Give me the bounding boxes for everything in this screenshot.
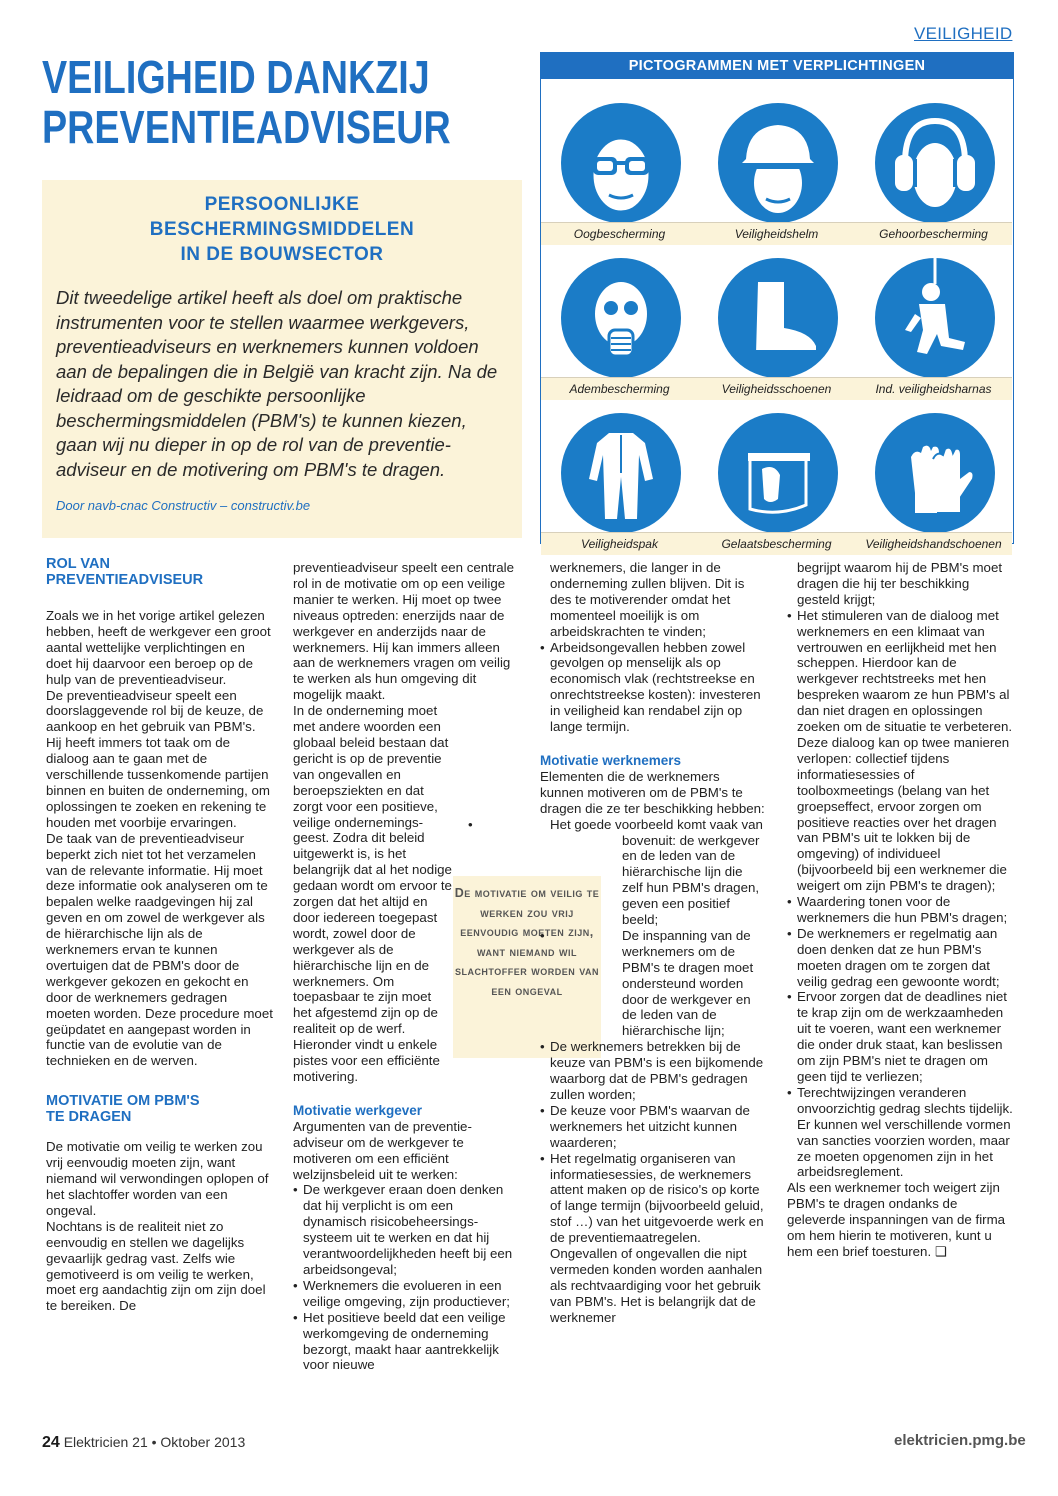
list-item: • Arbeidsongevallen hebben zowel gevolgen op menselijk als op economisch vlak (rechtstreekse en onrechtstreekse kosten): investeren in veiligheid kan rendabel zijn op lange termijn. [540, 640, 766, 735]
page-title-line-1: VEILIGHEID DANKZIJ [42, 51, 430, 103]
pictogram-respiratory [541, 250, 698, 405]
paragraph: werknemers, die langer in de onderneming zullen blijven. Dit is des te motiverender omdat het momenteel moeilijk is om arbeidskrachten te vinden; [550, 560, 745, 639]
face-shield-icon [718, 413, 838, 533]
pictogram-panel-title: PICTOGRAMMEN MET VERPLICHTINGEN [541, 53, 1013, 79]
pictogram-gloves [855, 405, 1012, 560]
bullet-list [540, 817, 766, 1326]
paragraph: preventieadviseur speelt een centrale rol in de motivatie om op een veilige manier te werken. Hij moet op twee niveaus optreden: enerzijds naar de werkgever en anderzijds naar de werknemers. Hij kan immers alleen aan de werknemers vragen om veilig te werken als hun omgeving dit mogelijk maakt. [293, 560, 515, 703]
page-title [42, 52, 452, 152]
list-item: • Ervoor zorgen dat de deadlines niet te krap zijn om de werkzaamheden uit te voeren, want een werknemer die onder druk staat, kan beslissen om zijn PBM's niet te dragen om geen tijd te verliezen; [787, 989, 1013, 1084]
list-item: • Terechtwijzingen veranderen onvoorzichtig gedrag slechts tijdelijk. Er kunnen wel verschillende vormen van sancties voorzien worden, maar ze moeten opgenomen zijn in het arbeidsreglement. [787, 1085, 1013, 1180]
pictogram-caption: Adembescherming [541, 377, 698, 400]
earmuffs-icon [875, 103, 995, 223]
pictogram-row [541, 405, 1013, 560]
footer-issue [42, 1434, 245, 1452]
footer-url[interactable]: elektricien.pmg.be [894, 1432, 1026, 1449]
list-item: • Het regelmatig organiseren van informatiesessies, de werknemers attent maken op de risico's op korte of lange termijn (bijvoorbeeld geluid, stof …) van het uitgevoerde werk en de preventiemaatregelen. Ongevallen of ongevallen die nipt vermeden konden worden aanhalen als rechtvaardiging voor het gebruik van PBM's. Het is belangrijk dat de werknemer [540, 1151, 766, 1326]
paragraph: Zoals we in het vorige artikel gelezen hebben, heeft de werkgever een groot aantal wettelijke verplichtingen en doet hij daarvoor een beroep op de hulp van de preventieadviseur. [46, 608, 271, 687]
paragraph: De taak van de preventieadviseur beperkt zich niet tot het verzamelen van de relevante informatie. Hij moet deze informatie ook analyseren om te bepalen welke raadgevingen hij zal geven en om zowel de werkgever als de hiërarchische lijn als de werknemers ervan te kunnen overtuigen dat de PBM's door de werkgever gekozen en gekocht en door de werknemers gedragen moeten worden. Deze procedure moet geüpdatet en aangepast worden in functie van de evolutie van de technieken en de werven. [46, 830, 273, 1069]
list-item: • De inspanning van de werknemers om de PBM's te dragen moet ondersteund worden door de werkgever en de leden van de hiërarchische lijn; [540, 928, 766, 1039]
harness-icon [875, 258, 995, 378]
pictogram-caption: Veiligheidsschoenen [698, 377, 855, 400]
column-1 [46, 556, 274, 1314]
list-item: • Waardering tonen voor de werknemers die hun PBM's dragen; [787, 894, 1013, 926]
pictogram-eye-protection [541, 95, 698, 250]
paragraph: Elementen die de werknemers kunnen motiveren om de PBM's te dragen die ze ter beschikking hebben: [540, 768, 765, 816]
pictogram-panel [540, 52, 1014, 551]
intro-heading-line: BESCHERMINGSMIDDELEN [149, 219, 415, 240]
heading-motivatie-werknemers: Motivatie werknemers [540, 752, 682, 768]
list-item: • De werknemers er regelmatig aan doen denken dat ze hun PBM's moeten dragen om te zorgen dat veilig gedrag een gewoonte wordt; [787, 926, 1013, 990]
paragraph: Argumenten van de preventie-adviseur om de werkgever te motiveren om een efficiënt welzijnsbeleid uit te werken: [293, 1118, 472, 1182]
pictogram-helmet [698, 95, 855, 250]
page-number: 24 [42, 1434, 60, 1451]
paragraph: begrijpt waarom hij de PBM's moet dragen die hij ter beschikking gesteld krijgt; [797, 560, 1003, 607]
intro-box [42, 180, 522, 538]
pull-quote: De motivatie om veilig te werken zou vrij eenvoudig moeten zijn, want niemand wil slachtoffer worden van een ongeval [453, 876, 601, 1058]
intro-heading-line: IN DE BOUWSECTOR [180, 244, 384, 265]
intro-text: Dit tweedelige artikel heeft als doel om praktische instrumenten voor te stellen waarmee werkgevers, preventieadviseurs en werknemers kunnen voldoen aan de bepalingen die in België van kracht zijn. Na de leidraad om de geschikte persoonlijke beschermingsmiddelen (PBM's) te kunnen kiezen, gaan wij nu dieper in op de rol van de preventie-adviseur en de motivering om PBM's te dragen. [56, 287, 498, 480]
respirator-icon [561, 258, 681, 378]
paragraph: De motivatie om veilig te werken zou vrij eenvoudig moeten zijn, want niemand wil verwondingen oplopen of het slachtoffer worden van een ongeval. [46, 1139, 269, 1218]
pictogram-caption: Gelaatsbescherming [698, 532, 855, 555]
intro-heading [42, 192, 522, 267]
overall-icon [561, 413, 681, 533]
list-item: • De keuze voor PBM's waarvan de werknemers het uitzicht kunnen waarderen; [540, 1103, 766, 1151]
intro-heading-line: PERSOONLIJKE [204, 194, 360, 215]
list-item: • De werknemers betrekken bij de keuze van PBM's is een bijkomende waarborg dat de PBM's gedragen zullen worden; [540, 1039, 766, 1103]
goggles-icon [561, 103, 681, 223]
paragraph: Nochtans is de realiteit niet zo eenvoudig en stellen we dagelijks gevaarlijk gedrag vast. Zelfs wie gemotiveerd is om veilig te werken, moet erg aandachtig zijn om zijn doel te bereiken. De [46, 1218, 266, 1314]
pictogram-caption: Oogbescherming [541, 222, 698, 245]
helmet-icon [718, 103, 838, 223]
pictogram-caption: Veiligheidshelm [698, 222, 855, 245]
pictogram-caption: Ind. veiligheidsharnas [855, 377, 1012, 400]
list-item: • Het positieve beeld dat een veilige werkomgeving de onderneming bezorgt, maakt haar aantrekkelijk voor nieuwe [293, 1310, 519, 1374]
column-4 [787, 560, 1013, 1260]
list-item: • De werkgever eraan doen denken dat hij verplicht is om een dynamisch risicobeheersings-systeem uit te werken en dat hij verantwoordelijkheden heeft bij een arbeidsongeval; [293, 1182, 519, 1277]
byline: Door navb-cnac Constructiv – constructiv.be [56, 498, 311, 513]
pictogram-row [541, 95, 1013, 250]
pictogram-harness [855, 250, 1012, 405]
pictogram-row [541, 250, 1013, 405]
list-item: • Het stimuleren van de dialoog met werknemers en een klimaat van vertrouwen en eerlijkheid met hen scheppen. Hierdoor kan de werkgever rechtstreeks met hen bespreken waarom ze hun PBM's al dan niet dragen en oplossingen zoeken om de situatie te verbeteren. Deze dialoog kan op twee manieren verlopen: collectief tijdens informatiesessies of toolboxmeetings (belang van het groepseffect, ervoor zorgen om positieve reacties over het dragen van PBM's uit te lokken bij de omgeving) of individueel (bijvoorbeeld bij een werknemer die weigert om zijn PBM's te dragen); [787, 608, 1013, 894]
pictogram-hearing-protection [855, 95, 1012, 250]
bullet-list [540, 640, 766, 735]
page-title-line-2: PREVENTIEADVISEUR [42, 101, 451, 153]
list-item: • Werknemers die evolueren in een veilige omgeving, zijn productiever; [293, 1278, 519, 1310]
pictogram-face-protection [698, 405, 855, 560]
pictogram-caption: Gehoorbescherming [855, 222, 1012, 245]
heading-rol: ROL VAN PREVENTIEADVISEUR [46, 556, 204, 588]
list-item: • Het goede voorbeeld komt vaak van bovenuit: de werkgever en de leden van de hiërarchische lijn die zelf hun PBM's dragen, geven een positief beeld; [540, 817, 766, 928]
paragraph: Als een werknemer toch weigert zijn PBM's te dragen ondanks de geleverde inspanningen van de firma om hem hierin te motiveren, kunt u hem een brief toesturen. ❑ [787, 1180, 1006, 1259]
bullet-list [293, 1182, 519, 1373]
section-tag[interactable]: VEILIGHEID [914, 24, 1013, 43]
pictogram-safety-shoes [698, 250, 855, 405]
heading-motivatie: MOTIVATIE OM PBM'S TE DRAGEN [46, 1093, 200, 1126]
paragraph: De preventieadviseur speelt een doorslaggevende rol bij de keuze, de aankoop en het gebruik van PBM's. Hij heeft immers tot taak om de dialoog aan te gaan met de verschillende tussenkomende partijen binnen en buiten de onderneming, om oplossingen te zoeken en rekening te houden met voorbije ervaringen. [46, 687, 270, 830]
gloves-icon [875, 413, 995, 533]
paragraph: In de onderneming moet met andere woorden een globaal beleid bestaan dat gericht is op de preventie van ongevallen en beroepsziekten en dat zorgt voor een positieve, veilige ondernemings-geest. Zodra dit beleid uitgewerkt is, is het belangrijk dat al het nodige gedaan wordt om ervoor te zorgen dat het altijd en door iedereen toegepast wordt, zowel door de werkgever als de hiërarchische lijn en de werknemers. Om toepasbaar te zijn moet het afgestemd zijn op de realiteit op de werf. Hieronder vindt u enkele pistes voor een efficiënte motivering. [293, 703, 452, 1084]
pictogram-caption: Veiligheidspak [541, 532, 698, 555]
column-3 [540, 560, 766, 1326]
bullet-list [787, 608, 1013, 1181]
issue-info: Elektricien 21 • Oktober 2013 [63, 1434, 246, 1450]
pictogram-protective-suit [541, 405, 698, 560]
boot-icon [718, 258, 838, 378]
pictogram-caption: Veiligheidshandschoenen [855, 532, 1012, 555]
heading-motivatie-werkgever: Motivatie werkgever [293, 1102, 423, 1118]
